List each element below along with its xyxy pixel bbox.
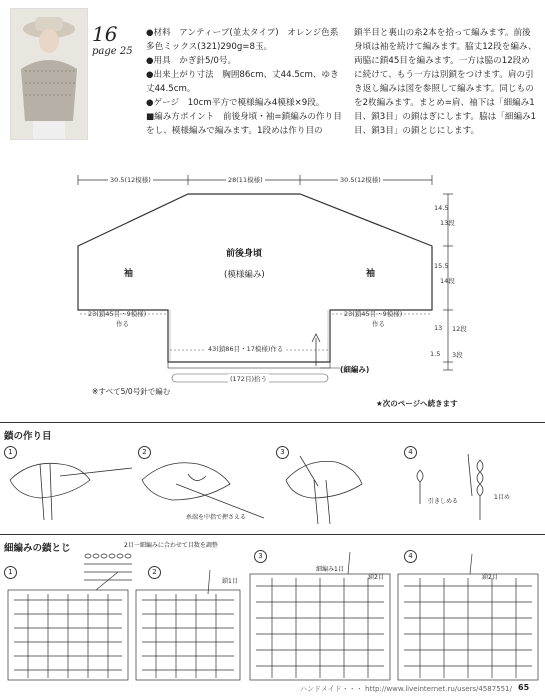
- pattern-number: 16: [92, 22, 118, 46]
- dim-right-4: 1.5: [430, 350, 441, 358]
- page-number: 65: [518, 683, 530, 692]
- model-photo: [10, 8, 88, 140]
- left-chain-sub: 作る: [116, 320, 129, 328]
- section2-note-chain2b: 鎖2目: [482, 574, 498, 581]
- section2-step-2: 2: [148, 566, 161, 579]
- body-title: 前後身頃: [226, 249, 263, 259]
- continue-note: ★次のページへ続きます: [376, 399, 458, 408]
- pattern-label: (模様編み): [224, 270, 265, 280]
- section1-note-first: 1目め: [494, 494, 510, 501]
- section1-step-4: 4: [404, 446, 417, 459]
- footer-text: ハンドメイド・・・ http://www.liveinternet.ru/users/4587551/: [300, 685, 512, 693]
- sleeve-left-label: 袖: [124, 269, 134, 279]
- left-chain-label: 23(鎖45目・9模様): [88, 310, 147, 318]
- dim-right-4-rows: 3段: [452, 351, 463, 359]
- section2-step-4: 4: [404, 550, 417, 563]
- section1-step-1: 1: [4, 446, 17, 459]
- dim-top-right: 30.5(12模様): [340, 176, 381, 184]
- spec-block: [146, 26, 344, 138]
- dim-top-left: 30.5(12模様): [110, 176, 151, 184]
- needle-note: ※すべて5/0号針で編む: [92, 387, 171, 396]
- sleeve-right-label: 袖: [366, 269, 376, 279]
- right-chain-label: 23(鎖45目・9模様): [344, 310, 403, 318]
- section1-divider: [0, 422, 545, 423]
- right-chain-sub: 作る: [372, 320, 385, 328]
- spec-size: ●出来上がり寸法 胸囲86cm、丈44.5cm、ゆき丈44.5cm。: [146, 70, 339, 94]
- section2-note-chain1: 鎖1目: [222, 578, 238, 585]
- dim-right-1: 14.5: [434, 204, 449, 212]
- schematic-diagram: [0, 160, 545, 400]
- section2-top-note: 2目一細編みに合わせて目数を調整: [124, 542, 218, 549]
- bottom-chain-label: 43(鎖86目・17模様)作る: [208, 345, 284, 353]
- section2-divider: [0, 534, 545, 535]
- section2-step-1: 1: [4, 566, 17, 579]
- spec-gauge: ●ゲージ 10cm平方で模様編み4模様×9段。: [146, 98, 325, 108]
- dim-right-1-rows: 13段: [440, 219, 455, 227]
- bottom-pickup-label: (172目)拾う: [230, 375, 267, 383]
- page-reference: page 25: [92, 46, 133, 57]
- dim-right-3-rows: 12段: [452, 325, 467, 333]
- spec-points: ■編み方ポイント 前後身頃・袖=鎖編みの作り目をし、模様編みで編みます。1段めは作り目の: [146, 112, 342, 136]
- dim-top-center: 28(11模様): [228, 176, 263, 184]
- dim-right-3: 13: [434, 324, 443, 332]
- dim-right-2-rows: 14段: [440, 277, 455, 285]
- section1-illustrations: [0, 440, 545, 528]
- edge-label: (細編み): [340, 365, 370, 374]
- section2-step-3: 3: [254, 550, 267, 563]
- section2-note-sc1: 細編み1目: [316, 566, 344, 573]
- instructions-text: 鎖半目と裏山の糸2本を拾って編みます。前後身頃は袖を続けて編みます。脇丈12段を編み、両脇に鎖45目を編みます。一方は脇の12段めに続けて、もう一方は別鎖をつけます。肩の引き返し編みは図を参照して編みます。同じものを2枚編みます。まとめ=肩、袖下は「細編み1目、鎖3目」の鎖はぎにします。脇は「細編み1目、鎖3目」の鎖とじにします。: [354, 28, 537, 136]
- section2-title: 細編みの鎖とじ: [4, 543, 71, 554]
- section2-illustrations: [0, 550, 545, 682]
- spec-tools: ●用具 かぎ針5/0号。: [146, 56, 237, 66]
- section1-step-3: 3: [276, 446, 289, 459]
- spec-materials: ●材料 アンティーブ(並太タイプ) オレンジ色系多色ミックス(321)290g=8玉。: [146, 28, 339, 52]
- section2-note-chain2a: 鎖2目: [368, 574, 384, 581]
- section1-step-2: 2: [138, 446, 151, 459]
- section1-note-tighten: 引きしめる: [428, 498, 459, 505]
- section1-note-thumb: 糸端を中指で押さえる: [186, 514, 247, 521]
- dim-right-2: 15.5: [434, 262, 449, 270]
- section1-title: 鎖の作り目: [4, 431, 52, 442]
